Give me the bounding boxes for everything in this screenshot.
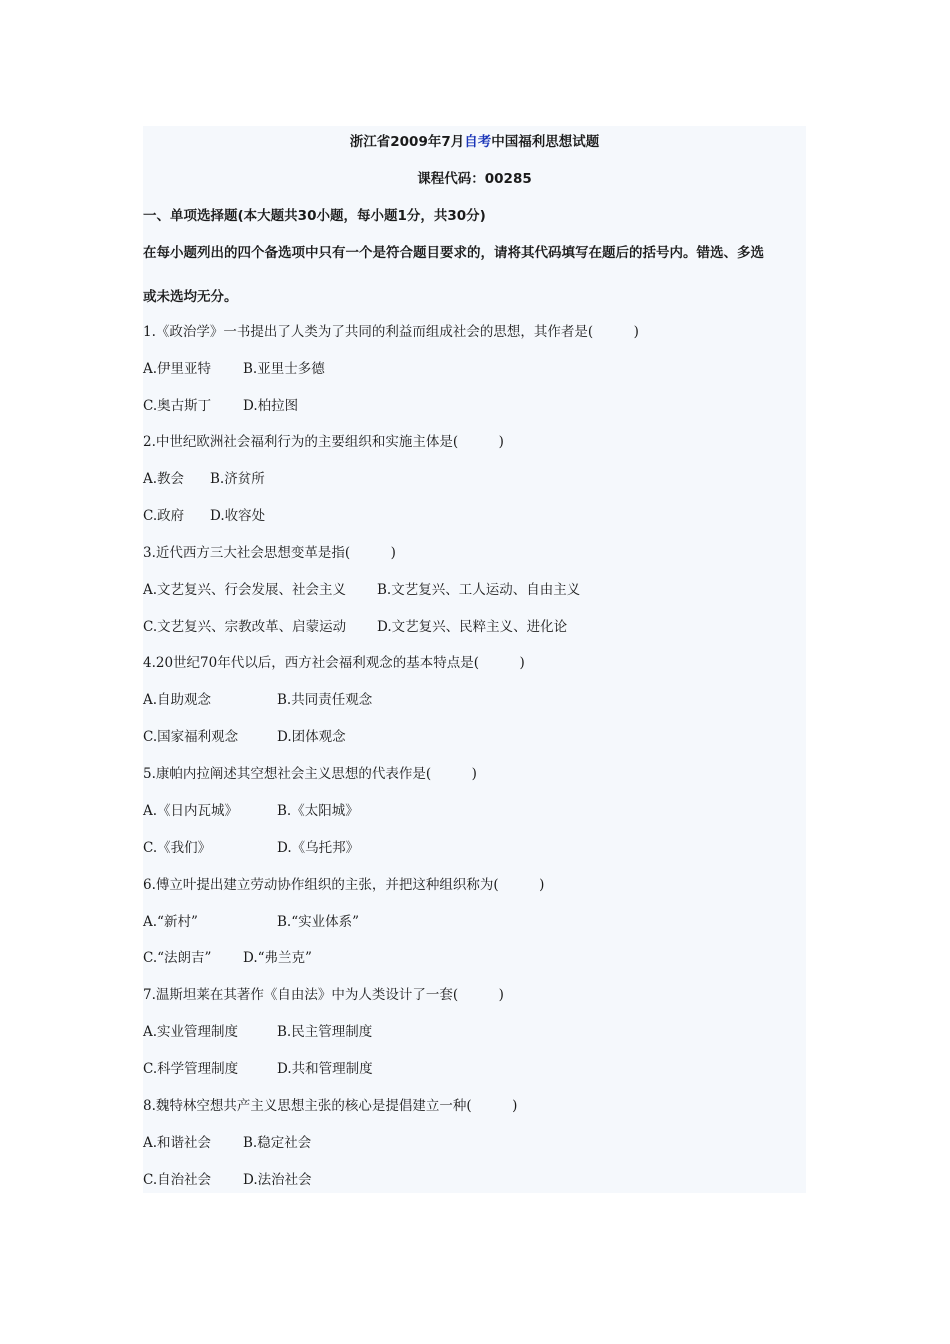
option-row	[143, 506, 265, 526]
option-a: A.《日内瓦城》	[143, 803, 239, 819]
option-c: C.“法朗吉”	[143, 950, 212, 966]
question-stem: 7.温斯坦莱在其著作《自由法》中为人类设计了一套( )	[143, 987, 504, 1003]
option-a: A.文艺复兴、行会发展、社会主义	[143, 582, 347, 598]
question-stem: 1.《政治学》一书提出了人类为了共同的利益而组成社会的思想，其作者是( )	[143, 324, 639, 340]
option-row	[143, 580, 580, 600]
option-row	[143, 1059, 373, 1079]
option-row	[143, 1133, 311, 1153]
option-row	[143, 912, 359, 932]
option-c: C.政府	[143, 508, 185, 524]
option-d: D.文艺复兴、民粹主义、进化论	[377, 619, 568, 635]
option-c: C.奥古斯丁	[143, 398, 212, 414]
document-title: 浙江省2009年7月自考中国福利思想试题	[349, 134, 600, 150]
option-b: B.《太阳城》	[277, 803, 359, 819]
option-row	[143, 948, 312, 968]
option-c: C.自治社会	[143, 1172, 212, 1188]
question-stem: 3.近代西方三大社会思想变革是指( )	[143, 545, 396, 561]
option-row	[143, 801, 359, 821]
option-c: C.文艺复兴、宗教改革、启蒙运动	[143, 619, 347, 635]
option-a: A.和谐社会	[143, 1135, 212, 1151]
section-heading: 一、单项选择题(本大题共30小题，每小题1分，共30分)	[143, 208, 486, 224]
option-c: C.《我们》	[143, 840, 212, 856]
option-b: B.亚里士多德	[243, 361, 325, 377]
option-d: D.柏拉图	[243, 398, 299, 414]
question-stem: 8.魏特林空想共产主义思想主张的核心是提倡建立一种( )	[143, 1098, 518, 1114]
option-a: A.自助观念	[143, 692, 212, 708]
option-b: B.济贫所	[210, 471, 265, 487]
zikao-link[interactable]: 自考	[464, 134, 492, 150]
option-row	[143, 727, 346, 747]
option-c: C.科学管理制度	[143, 1061, 239, 1077]
question-stem: 5.康帕内拉阐述其空想社会主义思想的代表作是( )	[143, 766, 477, 782]
option-b: B.文艺复兴、工人运动、自由主义	[377, 582, 581, 598]
option-d: D.法治社会	[243, 1172, 312, 1188]
option-d: D.“弗兰克”	[243, 950, 312, 966]
option-a: A.“新村”	[143, 914, 198, 930]
option-a: A.实业管理制度	[143, 1024, 239, 1040]
option-row	[143, 690, 372, 710]
question-stem: 4.20世纪70年代以后，西方社会福利观念的基本特点是( )	[143, 655, 525, 671]
option-row	[143, 469, 265, 489]
option-d: D.收容处	[210, 508, 266, 524]
option-row	[143, 396, 298, 416]
course-code: 课程代码：00285	[417, 171, 532, 187]
option-d: D.《乌托邦》	[277, 840, 360, 856]
option-d: D.团体观念	[277, 729, 346, 745]
instruction-line-2: 或未选均无分。	[143, 289, 238, 305]
option-row	[143, 359, 325, 379]
option-d: D.共和管理制度	[277, 1061, 373, 1077]
option-row	[143, 1170, 312, 1190]
option-b: B.共同责任观念	[277, 692, 373, 708]
option-c: C.国家福利观念	[143, 729, 239, 745]
question-stem: 2.中世纪欧洲社会福利行为的主要组织和实施主体是( )	[143, 434, 504, 450]
question-stem: 6.傅立叶提出建立劳动协作组织的主张，并把这种组织称为( )	[143, 877, 545, 893]
option-b: B.民主管理制度	[277, 1024, 373, 1040]
option-a: A.伊里亚特	[143, 361, 212, 377]
option-b: B.“实业体系”	[277, 914, 360, 930]
option-b: B.稳定社会	[243, 1135, 312, 1151]
option-row	[143, 838, 359, 858]
option-row	[143, 1022, 372, 1042]
instruction-line-1: 在每小题列出的四个备选项中只有一个是符合题目要求的，请将其代码填写在题后的括号内。错选、多选	[143, 245, 764, 261]
option-row	[143, 617, 567, 637]
option-a: A.教会	[143, 471, 185, 487]
